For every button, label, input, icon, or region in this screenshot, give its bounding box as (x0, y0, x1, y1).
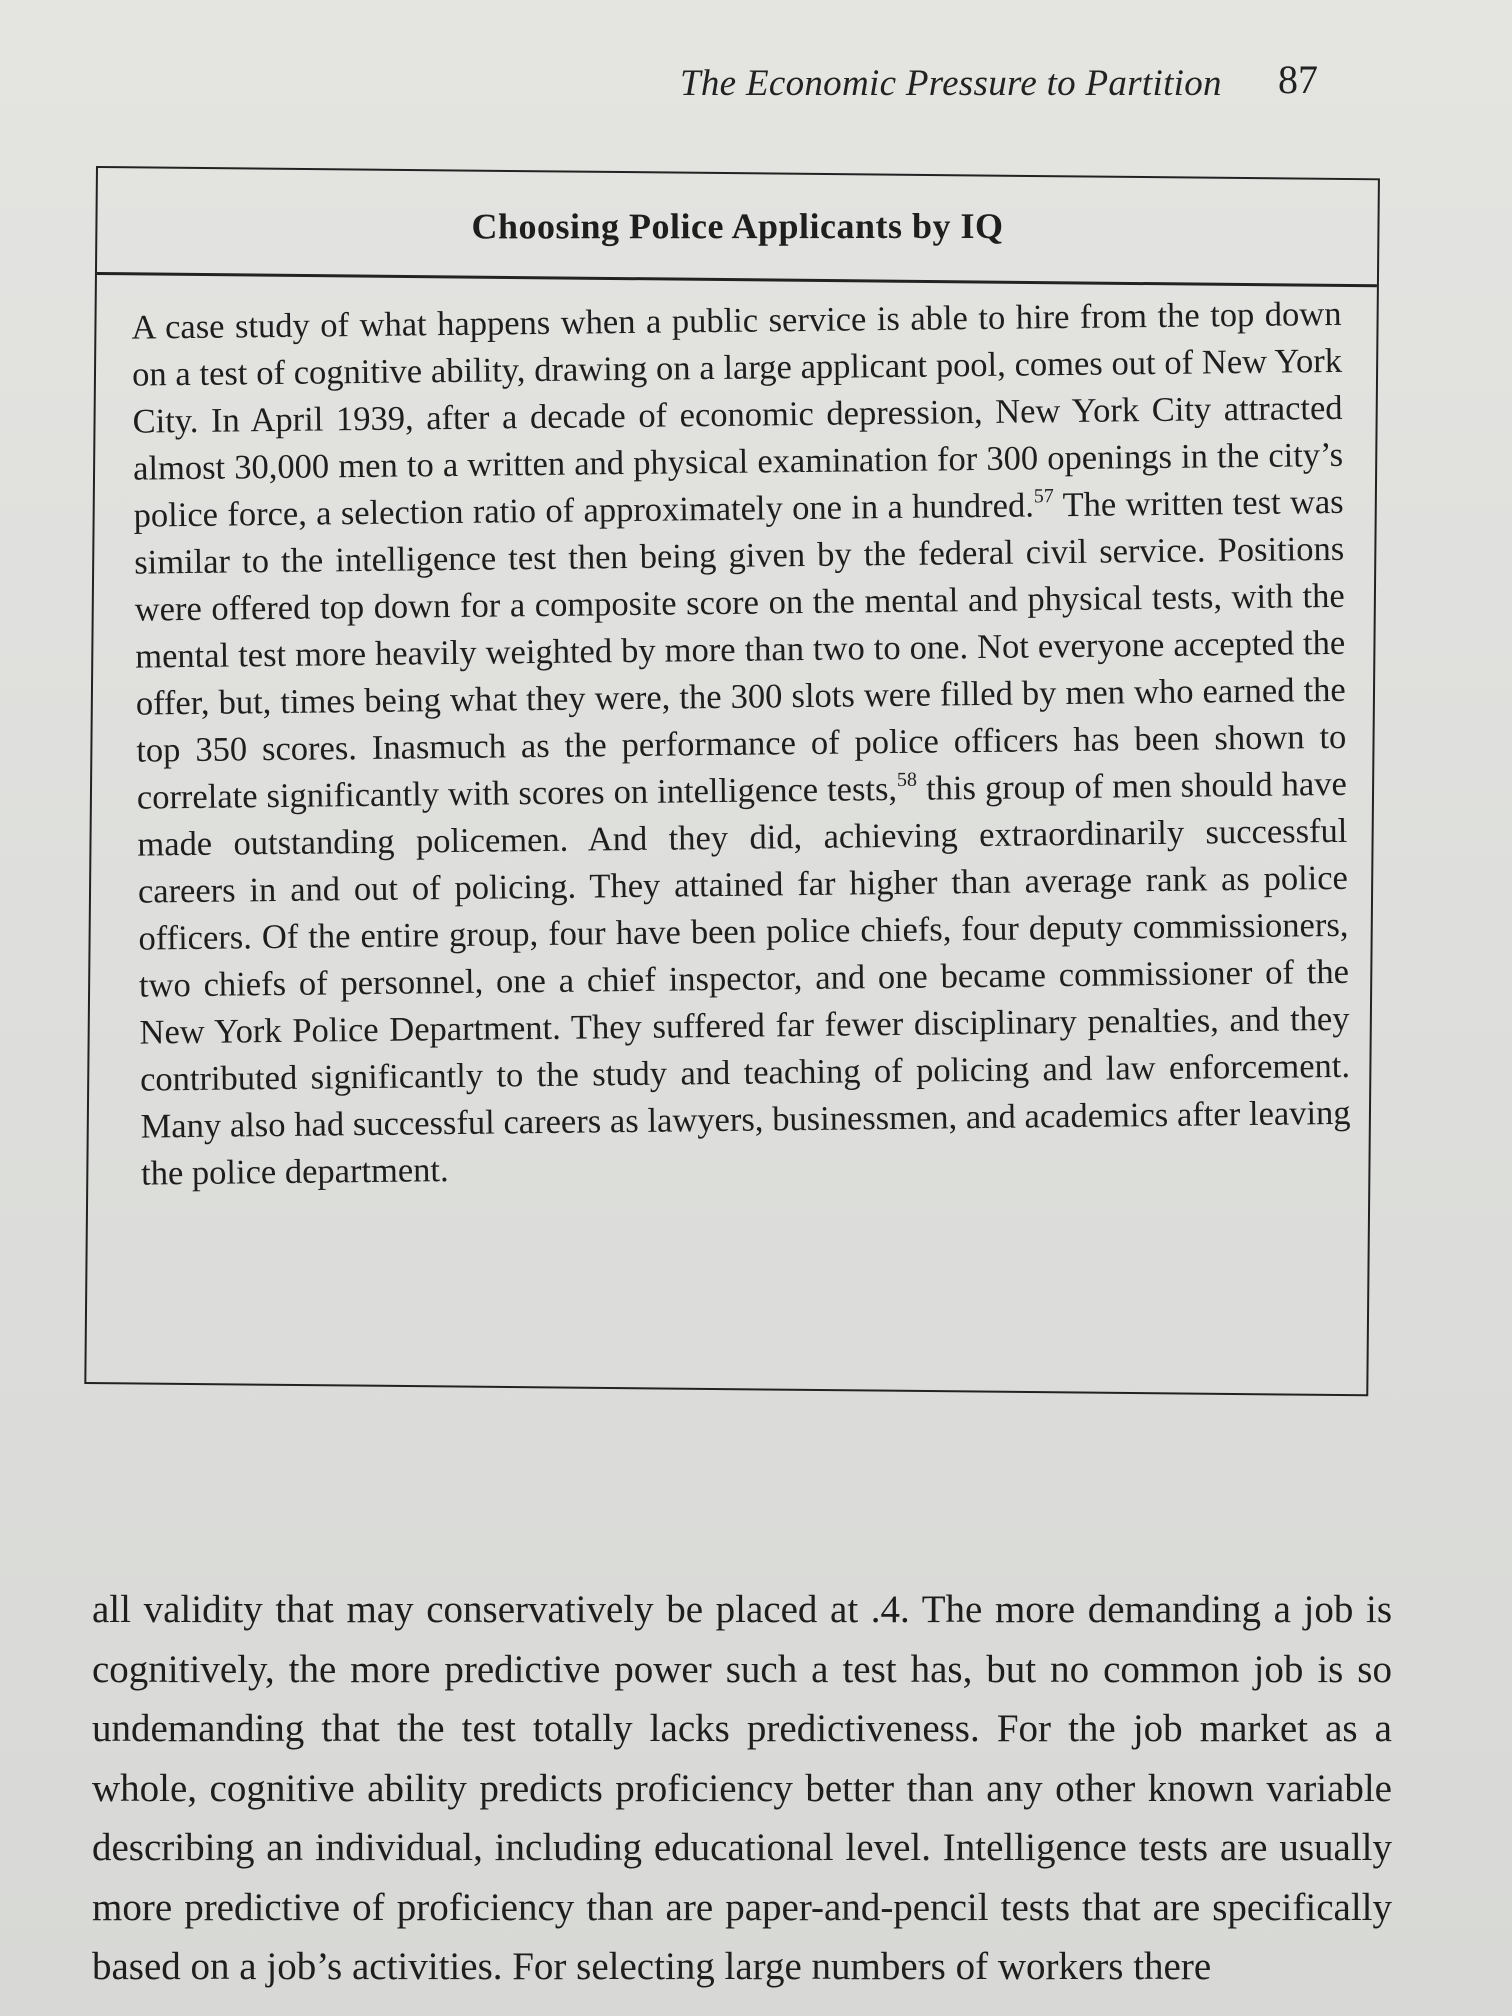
page-number: 87 (1278, 57, 1318, 102)
sidebar-text-part-1: A case study of what happens when a public service is able to hire from the top down on a test of cognitive ability, drawing on a large applicant pool, comes out of New York City. In April 1939, after a decade of economic depression, New York City attracted almost 30,000 men to a written and physical examination for 300 openings in the city’s police force, a selection ratio of approximately one in a hundred. (131, 294, 1344, 535)
sidebar-box (84, 166, 1380, 1396)
sidebar-title: Choosing Police Applicants by IQ (471, 205, 1004, 247)
sidebar-text-part-3: this group of men should have made outstanding policemen. And they did, achieving extraordinarily successful careers in and out of policing. They attained far higher than average rank as police officers. Of the entire group, four have been police chiefs, four deputy commissioners, two chiefs of personnel, one a chief inspector, and one became commissioner of the New York Police Department. They suffered far fewer disciplinary penalties, and they contributed significantly to the study and teaching of policing and law enforcement. Many also had successful careers as lawyers, businessmen, and academics after leaving the police department. (137, 764, 1351, 1193)
body-paragraph: all validity that may conservatively be placed at .4. The more demanding a job is cognitively, the more predictive power such a test has, but no common job is so undemanding that the test totally lacks predictiveness. For the job market as a whole, cognitive ability predicts proficiency better than any other known variable describing an individual, including educational level. Intelligence tests are usually more predictive of proficiency than are paper-and-pencil tests that are specifically based on a job’s activities. For selecting large numbers of workers there (92, 1588, 1392, 1988)
sidebar-paragraph (131, 291, 1351, 1198)
sidebar-text-part-2: The written test was similar to the intelligence test then being given by the federal civil service. Positions were offered top down for a composite score on the mental and physical tests, with the mental test more heavily weighted by more than two to one. Not everyone accepted the offer, but, times being what they were, the 300 slots were filled by men who earned the top 350 scores. Inasmuch as the performance of police officers has been shown to correlate significantly with scores on intelligence tests, (134, 482, 1347, 817)
running-head: The Economic Pressure to Partition (680, 63, 1222, 104)
sidebar-body (97, 260, 1387, 1197)
footnote-ref-58[interactable]: 58 (896, 768, 918, 791)
body-text (92, 1580, 1392, 1997)
show-through-text (92, 1390, 1392, 1570)
footnote-ref-57[interactable]: 57 (1033, 485, 1054, 508)
